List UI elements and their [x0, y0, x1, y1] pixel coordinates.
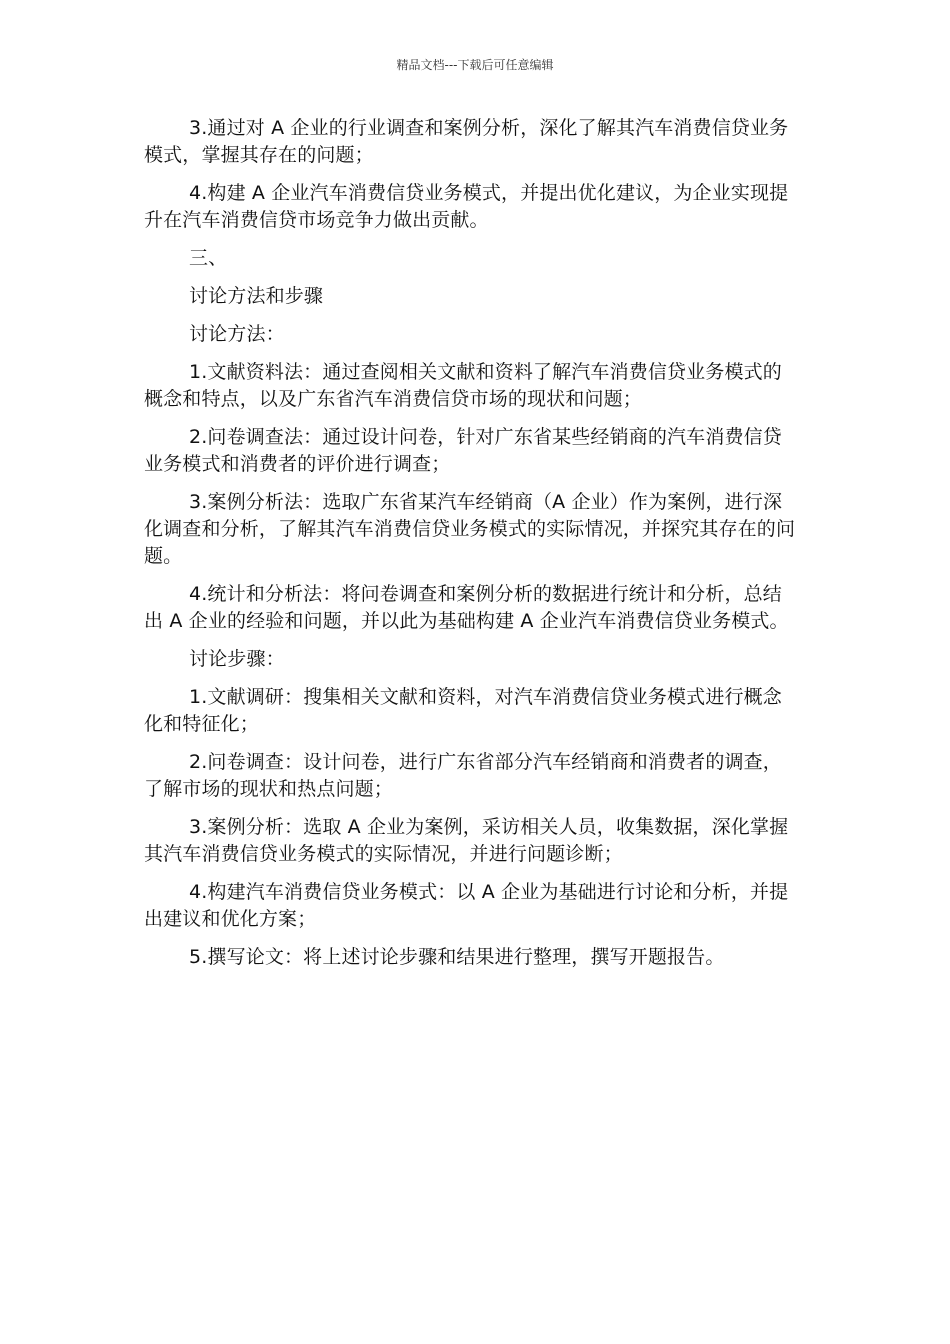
- step-item-4: 4.构建汽车消费信贷业务模式：以 A 企业为基础进行讨论和分析，并提出建议和优化方案；: [144, 881, 789, 930]
- method-item-2: 2.问卷调查法：通过设计问卷，针对广东省某些经销商的汽车消费信贷业务模式和消费者的评价进行调查；: [144, 426, 782, 475]
- step-item-2: 2.问卷调查：设计问卷，进行广东省部分汽车经销商和消费者的调查，了解市场的现状和热点问题；: [144, 751, 782, 800]
- method-item-1: 1.文献资料法：通过查阅相关文献和资料了解汽车消费信贷业务模式的概念和特点，以及广东省汽车消费信贷市场的现状和问题；: [144, 361, 782, 410]
- document-body: [144, 115, 796, 982]
- page-header: 精品文档---下载后可任意编辑: [396, 58, 554, 72]
- method-item-3: 3.案例分析法：选取广东省某汽车经销商（A 企业）作为案例，进行深化调查和分析，了解其汽车消费信贷业务模式的实际情况，并探究其存在的问题。: [144, 491, 796, 567]
- step-item-3: 3.案例分析：选取 A 企业为案例，采访相关人员，收集数据，深化掌握其汽车消费信贷业务模式的实际情况，并进行问题诊断；: [144, 816, 789, 865]
- methods-heading: 讨论方法：: [189, 323, 285, 345]
- paragraph-objective-3: 3.通过对 A 企业的行业调查和案例分析，深化了解其汽车消费信贷业务模式，掌握其存在的问题；: [144, 117, 789, 166]
- section-heading: 讨论方法和步骤: [189, 285, 324, 307]
- method-item-4: 4.统计和分析法：将问卷调查和案例分析的数据进行统计和分析，总结出 A 企业的经验和问题，并以此为基础构建 A 企业汽车消费信贷业务模式。: [144, 583, 789, 632]
- section-number: 三、: [189, 247, 228, 269]
- step-item-5: 5.撰写论文：将上述讨论步骤和结果进行整理，撰写开题报告。: [189, 946, 725, 968]
- paragraph-objective-4: 4.构建 A 企业汽车消费信贷业务模式，并提出优化建议，为企业实现提升在汽车消费信贷市场竞争力做出贡献。: [144, 182, 789, 231]
- steps-heading: 讨论步骤：: [189, 648, 285, 670]
- step-item-1: 1.文献调研：搜集相关文献和资料，对汽车消费信贷业务模式进行概念化和特征化；: [144, 686, 782, 735]
